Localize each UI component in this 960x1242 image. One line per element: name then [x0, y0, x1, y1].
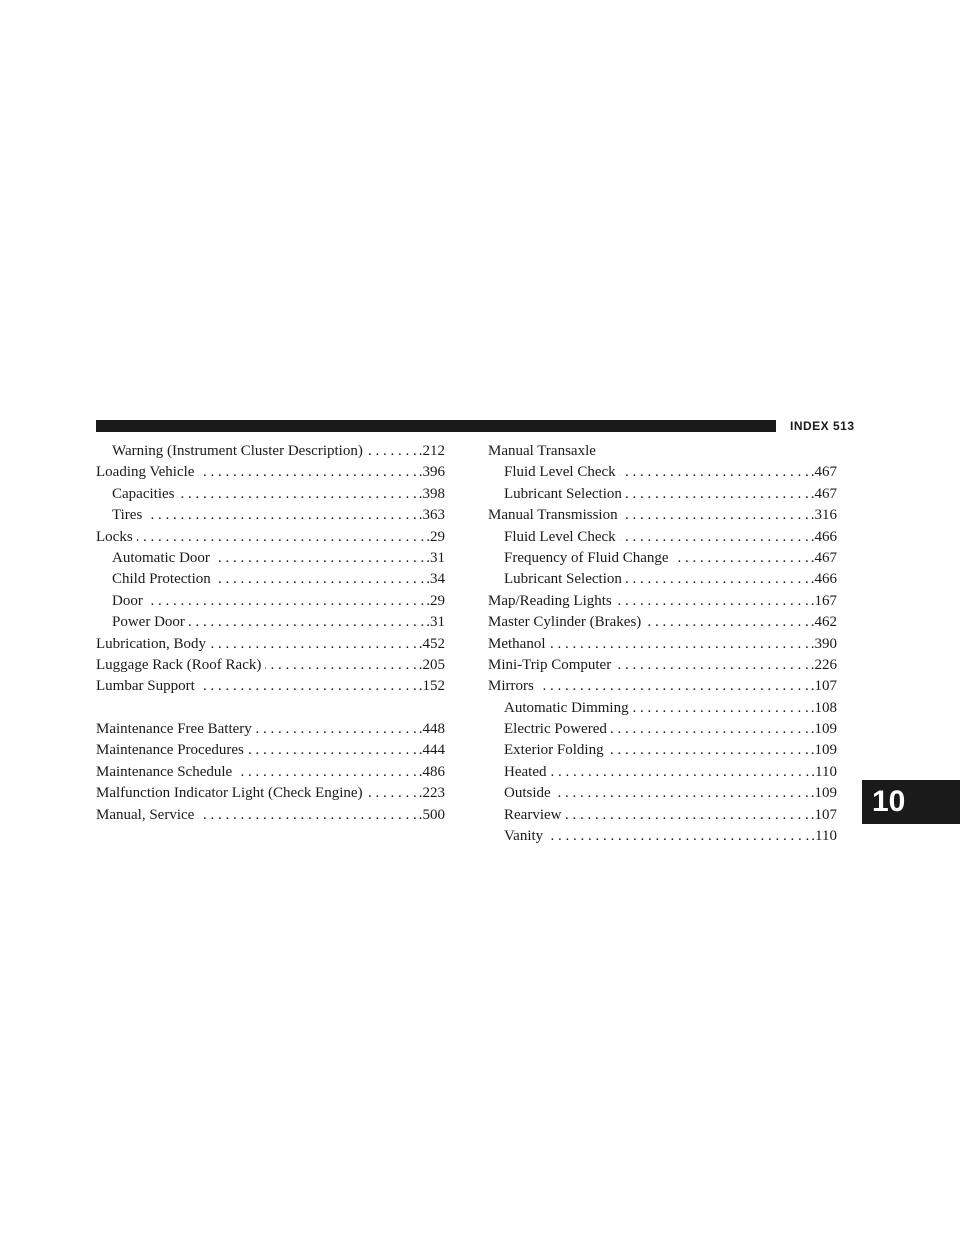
dot-leader	[547, 826, 809, 847]
index-page-number[interactable]: .34	[426, 571, 445, 588]
index-term: Child Protection	[112, 571, 211, 588]
index-page-number[interactable]: .29	[426, 592, 445, 609]
index-subentry	[488, 719, 837, 740]
dot-leader	[367, 783, 417, 804]
dot-leader	[616, 591, 809, 612]
index-page-number[interactable]: .109	[810, 721, 837, 738]
index-entry	[488, 634, 837, 655]
index-subentry	[488, 698, 837, 719]
dot-leader	[248, 740, 417, 761]
index-page-number[interactable]: .109	[810, 742, 837, 759]
index-subentry	[488, 484, 837, 505]
index-page-number[interactable]: .107	[810, 806, 837, 823]
dot-leader	[538, 676, 809, 697]
index-term: Tires	[112, 507, 143, 524]
index-page-number[interactable]: .396	[418, 464, 445, 481]
dot-leader	[215, 569, 425, 590]
index-subentry	[96, 505, 445, 526]
index-entry	[488, 441, 837, 462]
index-page-number[interactable]: .500	[418, 806, 445, 823]
index-entry	[96, 719, 445, 740]
dot-leader	[256, 719, 417, 740]
dot-leader	[633, 698, 809, 719]
index-page-number[interactable]: .466	[810, 528, 837, 545]
index-entry	[96, 527, 445, 548]
index-entry	[488, 676, 837, 697]
index-term: Lubrication, Body	[96, 635, 206, 652]
index-term: Luggage Rack (Roof Rack)	[96, 656, 262, 673]
index-subentry	[488, 569, 837, 590]
index-entry	[96, 462, 445, 483]
dot-leader	[622, 505, 809, 526]
dot-leader	[626, 484, 809, 505]
index-page-number[interactable]: .452	[418, 635, 445, 652]
index-subentry	[96, 548, 445, 569]
dot-leader	[198, 805, 416, 826]
dot-leader	[137, 527, 425, 548]
index-subentry	[96, 591, 445, 612]
dot-leader	[147, 591, 424, 612]
index-term: Fluid Level Check	[504, 464, 616, 481]
index-entry	[96, 676, 445, 697]
index-column-right	[488, 441, 837, 847]
dot-leader	[555, 783, 809, 804]
index-page-number[interactable]: .390	[810, 635, 837, 652]
index-entry	[488, 655, 837, 676]
index-term: Map/Reading Lights	[488, 592, 612, 609]
index-page-number[interactable]: .110	[811, 763, 837, 780]
index-page-number[interactable]: .152	[418, 678, 445, 695]
index-subentry	[96, 612, 445, 633]
index-page-number[interactable]: .316	[810, 507, 837, 524]
index-subentry	[96, 569, 445, 590]
dot-leader	[565, 805, 808, 826]
index-term: Maintenance Schedule	[96, 763, 233, 780]
index-term: Locks	[96, 528, 133, 545]
index-subentry	[488, 762, 837, 783]
index-page-number[interactable]: .29	[426, 528, 445, 545]
index-term: Automatic Dimming	[504, 699, 629, 716]
dot-leader	[550, 762, 809, 783]
index-term: Fluid Level Check	[504, 528, 616, 545]
index-term: Lumbar Support	[96, 678, 195, 695]
index-term: Capacities	[112, 485, 175, 502]
header-rule	[96, 420, 776, 432]
dot-leader	[620, 462, 809, 483]
index-page-number[interactable]: .31	[426, 614, 445, 631]
index-term: Heated	[504, 763, 547, 780]
section-tab-number: 10	[872, 785, 906, 818]
index-term: Mini-Trip Computer	[488, 656, 612, 673]
index-page-number[interactable]: .107	[810, 678, 837, 695]
index-term: Lubricant Selection	[504, 485, 622, 502]
index-page-number[interactable]: .467	[810, 485, 837, 502]
index-subentry	[488, 527, 837, 548]
index-term: Manual Transmission	[488, 507, 618, 524]
dot-leader	[626, 569, 809, 590]
index-term: Frequency of Fluid Change	[504, 549, 669, 566]
dot-leader	[615, 655, 809, 676]
running-header: INDEX 513	[790, 419, 855, 433]
index-term: Power Door	[112, 614, 185, 631]
index-term: Rearview	[504, 806, 562, 823]
dot-leader	[645, 612, 808, 633]
index-page-number[interactable]: .462	[810, 614, 837, 631]
index-entry	[488, 505, 837, 526]
index-term: Mirrors	[488, 678, 534, 695]
index-entry	[96, 655, 445, 676]
dot-leader	[673, 548, 809, 569]
index-page-number[interactable]: .212	[418, 443, 445, 459]
index-term: Master Cylinder (Brakes)	[488, 614, 642, 631]
index-page-number[interactable]: .108	[810, 699, 837, 716]
index-subentry	[96, 441, 445, 462]
dot-leader	[620, 527, 809, 548]
index-page-number[interactable]: .223	[418, 785, 445, 802]
dot-leader	[146, 505, 416, 526]
index-page-number[interactable]: .486	[418, 763, 445, 780]
dot-leader	[189, 612, 424, 633]
dot-leader	[550, 634, 809, 655]
index-page-number[interactable]: .466	[810, 571, 837, 588]
index-term: Electric Powered	[504, 721, 607, 738]
index-subentry	[488, 805, 837, 826]
index-subentry	[488, 740, 837, 761]
index-term: Automatic Door	[112, 549, 210, 566]
index-term: Manual Transaxle	[488, 443, 596, 459]
index-page-number[interactable]: .467	[810, 464, 837, 481]
index-subentry	[488, 826, 837, 847]
index-term: Lubricant Selection	[504, 571, 622, 588]
index-gap	[96, 698, 445, 719]
index-page-number[interactable]: .467	[810, 549, 837, 566]
dot-leader	[199, 676, 417, 697]
index-term: Door	[112, 592, 143, 609]
index-term: Vanity	[504, 828, 544, 845]
dot-leader	[210, 634, 417, 655]
dot-leader	[178, 484, 416, 505]
dot-leader	[214, 548, 424, 569]
index-term: Warning (Instrument Cluster Description)	[112, 443, 363, 459]
index-page-number[interactable]: .109	[810, 785, 837, 802]
index-subentry	[488, 462, 837, 483]
index-term: Malfunction Indicator Light (Check Engine)	[96, 785, 363, 802]
index-entry	[96, 805, 445, 826]
index-page-number[interactable]: .448	[418, 721, 445, 738]
index-subentry	[488, 783, 837, 804]
index-term: Outside	[504, 785, 551, 802]
dot-leader	[265, 655, 416, 676]
dot-leader	[367, 441, 417, 462]
index-column-left	[96, 441, 445, 826]
index-entry	[488, 612, 837, 633]
index-term: Loading Vehicle	[96, 464, 195, 481]
dot-leader	[236, 762, 417, 783]
index-entry	[96, 740, 445, 761]
index-page-number[interactable]: .167	[810, 592, 837, 609]
index-page-number[interactable]: .444	[418, 742, 445, 759]
index-entry	[96, 783, 445, 804]
index-term: Maintenance Free Battery	[96, 721, 252, 738]
index-entry	[488, 591, 837, 612]
index-subentry	[96, 484, 445, 505]
index-subentry	[488, 548, 837, 569]
index-term: Maintenance Procedures	[96, 742, 244, 759]
index-page-number[interactable]: .110	[811, 828, 837, 845]
index-term: Manual, Service	[96, 806, 195, 823]
index-term: Methanol	[488, 635, 546, 652]
index-page-number[interactable]: .226	[810, 656, 837, 673]
index-entry	[96, 762, 445, 783]
dot-leader	[198, 462, 416, 483]
dot-leader	[608, 740, 809, 761]
index-entry	[96, 634, 445, 655]
dot-leader	[611, 719, 809, 740]
index-page-number[interactable]: .363	[418, 507, 445, 524]
index-term: Exterior Folding	[504, 742, 604, 759]
index-page-number[interactable]: .398	[418, 485, 445, 502]
index-page-number[interactable]: .31	[426, 549, 445, 566]
index-page-number[interactable]: .205	[418, 656, 445, 673]
